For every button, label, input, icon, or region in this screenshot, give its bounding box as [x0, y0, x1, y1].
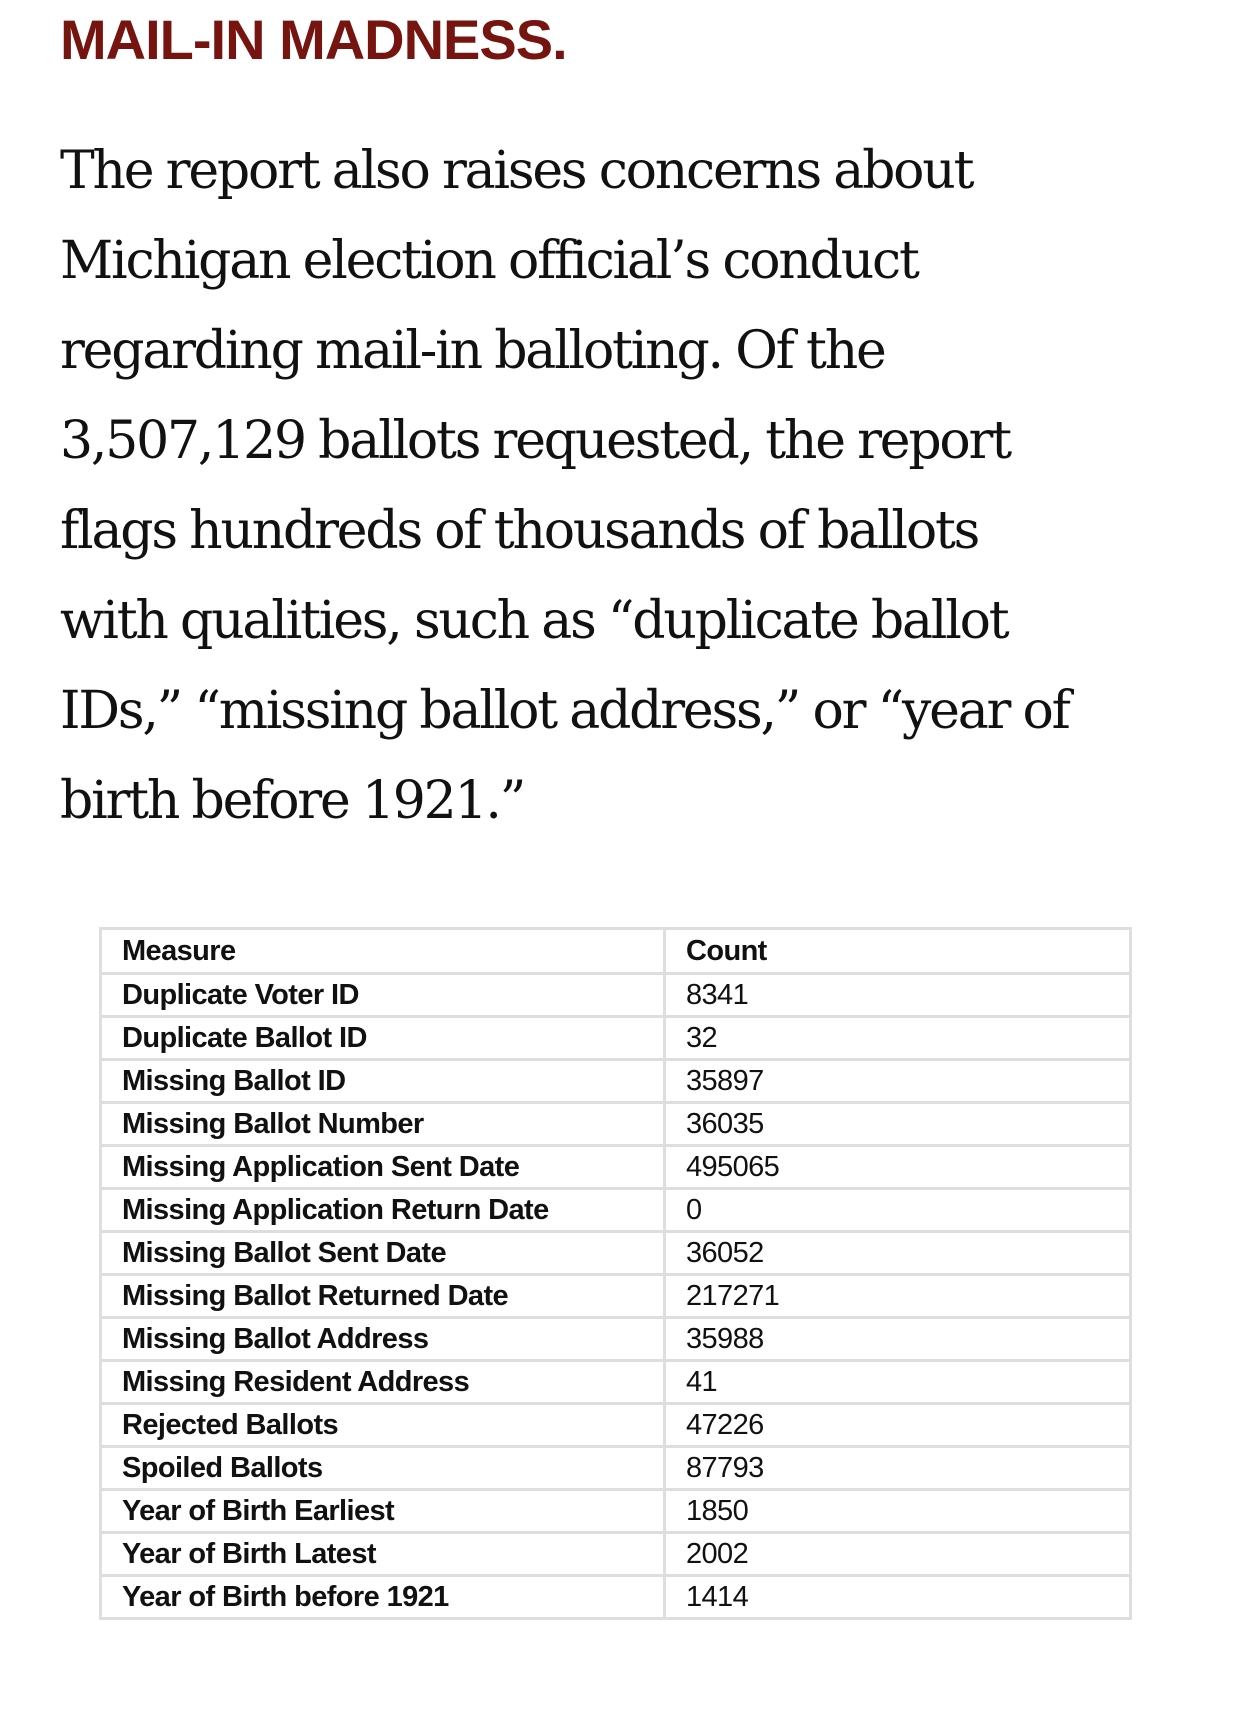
count-cell: 36035 [665, 1103, 1131, 1146]
count-cell: 0 [665, 1189, 1131, 1232]
table-row [101, 1318, 1131, 1361]
table-row [101, 1232, 1131, 1275]
table-row [101, 974, 1131, 1017]
table-row [101, 1017, 1131, 1060]
count-cell: 2002 [665, 1533, 1131, 1576]
column-header-measure: Measure [101, 929, 665, 974]
ballot-measures-table [99, 927, 1132, 1620]
paragraph-line: birth before 1921.” [60, 771, 525, 831]
measure-cell: Missing Ballot Address [101, 1318, 665, 1361]
table-row [101, 1146, 1131, 1189]
section-heading: MAIL-IN MADNESS. [60, 8, 567, 71]
paragraph-line: IDs,” “missing ballot address,” or “year of [60, 681, 1069, 741]
measure-cell: Missing Ballot ID [101, 1060, 665, 1103]
measure-cell: Rejected Ballots [101, 1404, 665, 1447]
measure-cell: Missing Application Sent Date [101, 1146, 665, 1189]
measure-cell: Year of Birth Earliest [101, 1490, 665, 1533]
count-cell: 8341 [665, 974, 1131, 1017]
paragraph-line: Michigan election official’s conduct [60, 231, 918, 291]
count-cell: 217271 [665, 1275, 1131, 1318]
paragraph-line: flags hundreds of thousands of ballots [60, 501, 979, 561]
measure-cell: Year of Birth before 1921 [101, 1576, 665, 1619]
table-row [101, 1189, 1131, 1232]
count-cell: 35988 [665, 1318, 1131, 1361]
measure-cell: Missing Ballot Sent Date [101, 1232, 665, 1275]
table-row [101, 1447, 1131, 1490]
count-cell: 41 [665, 1361, 1131, 1404]
column-header-count: Count [665, 929, 1131, 974]
count-cell: 32 [665, 1017, 1131, 1060]
table-row [101, 1576, 1131, 1619]
count-cell: 495065 [665, 1146, 1131, 1189]
count-cell: 1850 [665, 1490, 1131, 1533]
measure-cell: Duplicate Voter ID [101, 974, 665, 1017]
table-row [101, 1490, 1131, 1533]
measure-cell: Missing Application Return Date [101, 1189, 665, 1232]
measure-cell: Year of Birth Latest [101, 1533, 665, 1576]
table-header-row [101, 929, 1131, 974]
paragraph-line: The report also raises concerns about [60, 141, 973, 201]
measure-cell: Missing Resident Address [101, 1361, 665, 1404]
paragraph-line: with qualities, such as “duplicate ballot [60, 591, 1008, 651]
table-row [101, 1361, 1131, 1404]
measure-cell: Spoiled Ballots [101, 1447, 665, 1490]
article-paragraph [60, 126, 1200, 846]
table-row [101, 1275, 1131, 1318]
paragraph-line: regarding mail-in balloting. Of the [60, 321, 885, 381]
measure-cell: Missing Ballot Returned Date [101, 1275, 665, 1318]
table-row [101, 1404, 1131, 1447]
count-cell: 47226 [665, 1404, 1131, 1447]
count-cell: 1414 [665, 1576, 1131, 1619]
count-cell: 35897 [665, 1060, 1131, 1103]
paragraph-line: 3,507,129 ballots requested, the report [60, 411, 1010, 471]
table-row [101, 1533, 1131, 1576]
measure-cell: Missing Ballot Number [101, 1103, 665, 1146]
count-cell: 36052 [665, 1232, 1131, 1275]
table-row [101, 1060, 1131, 1103]
count-cell: 87793 [665, 1447, 1131, 1490]
measure-cell: Duplicate Ballot ID [101, 1017, 665, 1060]
table-row [101, 1103, 1131, 1146]
